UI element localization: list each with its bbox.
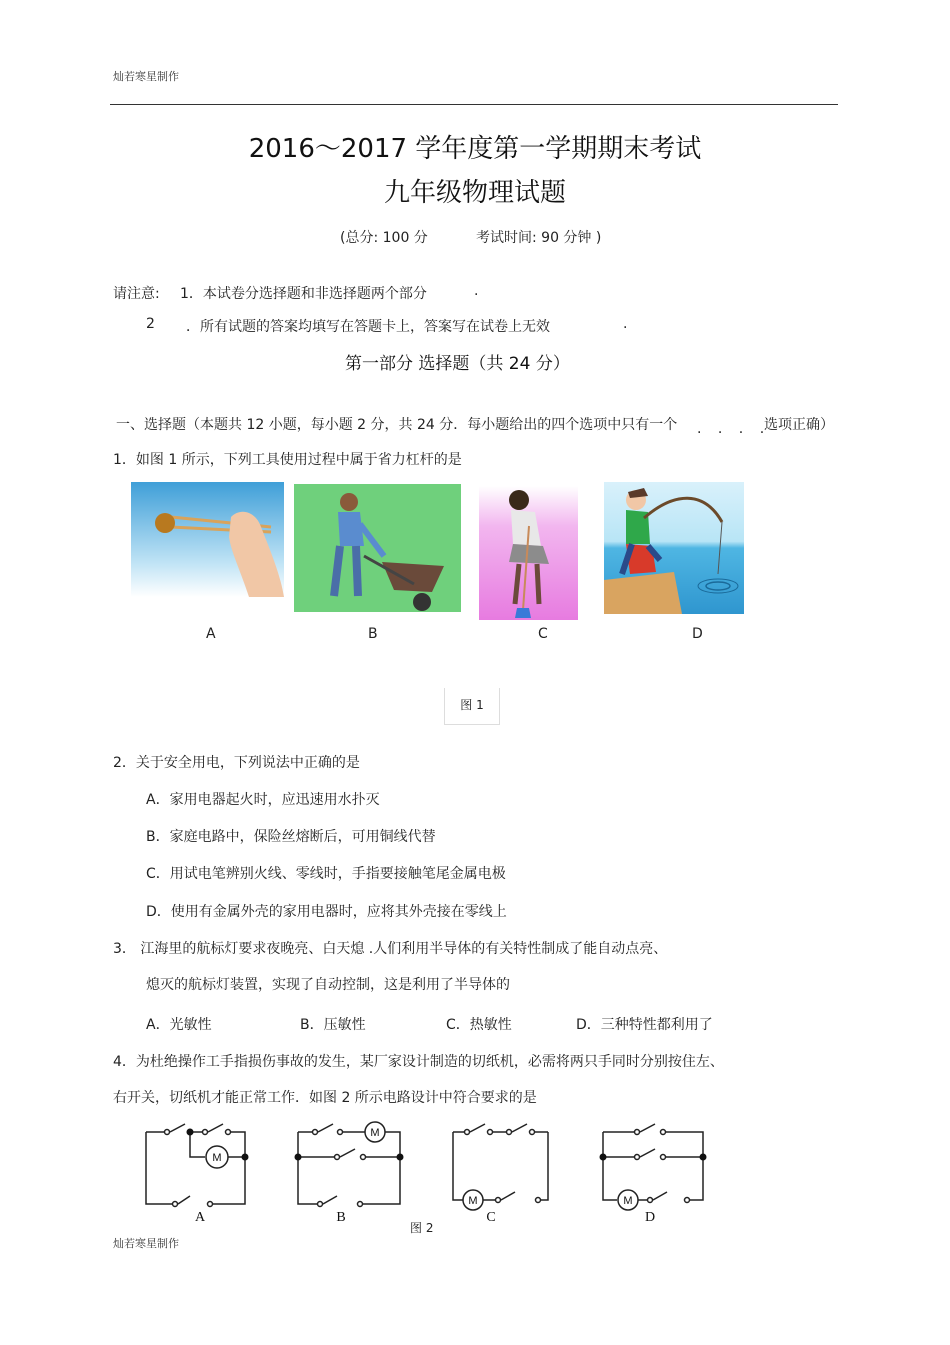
circuit-diagrams (135, 1112, 715, 1236)
notice-item-2-num: 2 (146, 316, 155, 332)
question-4-line-2: 右开关，切纸机才能正常工作．如图 2 所示电路设计中符合要求的是 (113, 1090, 537, 1106)
section-instruction-end: 选项正确） (764, 417, 834, 433)
q2-option-c: C．用试电笔辨别火线、零线时，手指要接触笔尾金属电极 (146, 866, 506, 882)
footer-watermark: 灿若寒星制作 (113, 1237, 179, 1250)
section-title: 第一部分 选择题（共 24 分） (345, 354, 570, 374)
q4-label-a: A (194, 1210, 206, 1225)
exam-title: 2016～2017 学年度第一学期期末考试 (248, 134, 702, 164)
broom-image (479, 486, 578, 620)
question-2: 2．关于安全用电，下列说法中正确的是 (113, 755, 360, 771)
motor-label-d: M (623, 1195, 633, 1207)
chopsticks-image (131, 482, 284, 597)
q1-label-c: C (538, 626, 548, 642)
q3-option-a: A．光敏性 (146, 1017, 212, 1033)
q3-option-b: B．压敏性 (300, 1017, 366, 1033)
q4-label-b: B (336, 1210, 346, 1225)
q2-option-d: D．使用有金属外壳的家用电器时，应将其外壳接在零线上 (146, 904, 507, 920)
motor-label-b: M (370, 1127, 380, 1139)
notice-item-2: ．所有试题的答案均填写在答题卡上，答案写在试卷上无效 (186, 319, 550, 335)
question-3-line-2: 熄灭的航标灯装置，实现了自动控制，这是利用了半导体的 (146, 977, 510, 993)
exam-subtitle: 九年级物理试题 (383, 178, 566, 208)
wheelbarrow-image (294, 484, 461, 612)
question-4-line-1: 4．为杜绝操作工手指损伤事故的发生，某厂家设计制造的切纸机，必需将两只手同时分别按住左、 (113, 1054, 724, 1070)
figure-1-caption: 图 1 (444, 688, 500, 725)
q4-label-d: D (644, 1210, 656, 1225)
question-3-line-1: 3． 江海里的航标灯要求夜晚亮、白天熄 .人们利用半导体的有关特性制成了能自动点亮、 (113, 941, 668, 957)
q1-label-a: A (206, 626, 216, 642)
q1-label-d: D (692, 626, 703, 642)
section-instruction: 一、选择题（本题共 12 小题，每小题 2 分，共 24 分．每小题给出的四个选项中只有一个 (116, 417, 678, 433)
header-rule (110, 104, 838, 105)
q2-option-b: B．家庭电路中，保险丝熔断后，可用铜线代替 (146, 829, 436, 845)
question-1: 1．如图 1 所示，下列工具使用过程中属于省力杠杆的是 (113, 452, 462, 468)
notice-item-1-end: . (474, 283, 479, 299)
q4-label-c: C (486, 1210, 496, 1225)
figure-2-caption: 图 2 (410, 1221, 434, 1235)
fishing-rod-image (604, 482, 744, 614)
total-score: (总分: 100 分 (340, 230, 428, 246)
motor-label-a: M (212, 1152, 222, 1164)
motor-label-c: M (468, 1195, 478, 1207)
q1-label-b: B (368, 626, 378, 642)
q3-option-d: D．三种特性都利用了 (576, 1017, 713, 1033)
q2-option-a: A．家用电器起火时，应迅速用水扑灭 (146, 792, 380, 808)
emphasis-dots: . . . . (697, 421, 771, 437)
header-watermark: 灿若寒星制作 (113, 70, 179, 83)
q3-option-c: C．热敏性 (446, 1017, 512, 1033)
notice-item-1: 1．本试卷分选择题和非选择题两个部分 (180, 286, 427, 302)
exam-time: 考试时间: 90 分钟 ) (476, 230, 602, 246)
notice-item-2-end: . (623, 316, 628, 332)
notice-label: 请注意: (113, 286, 160, 302)
